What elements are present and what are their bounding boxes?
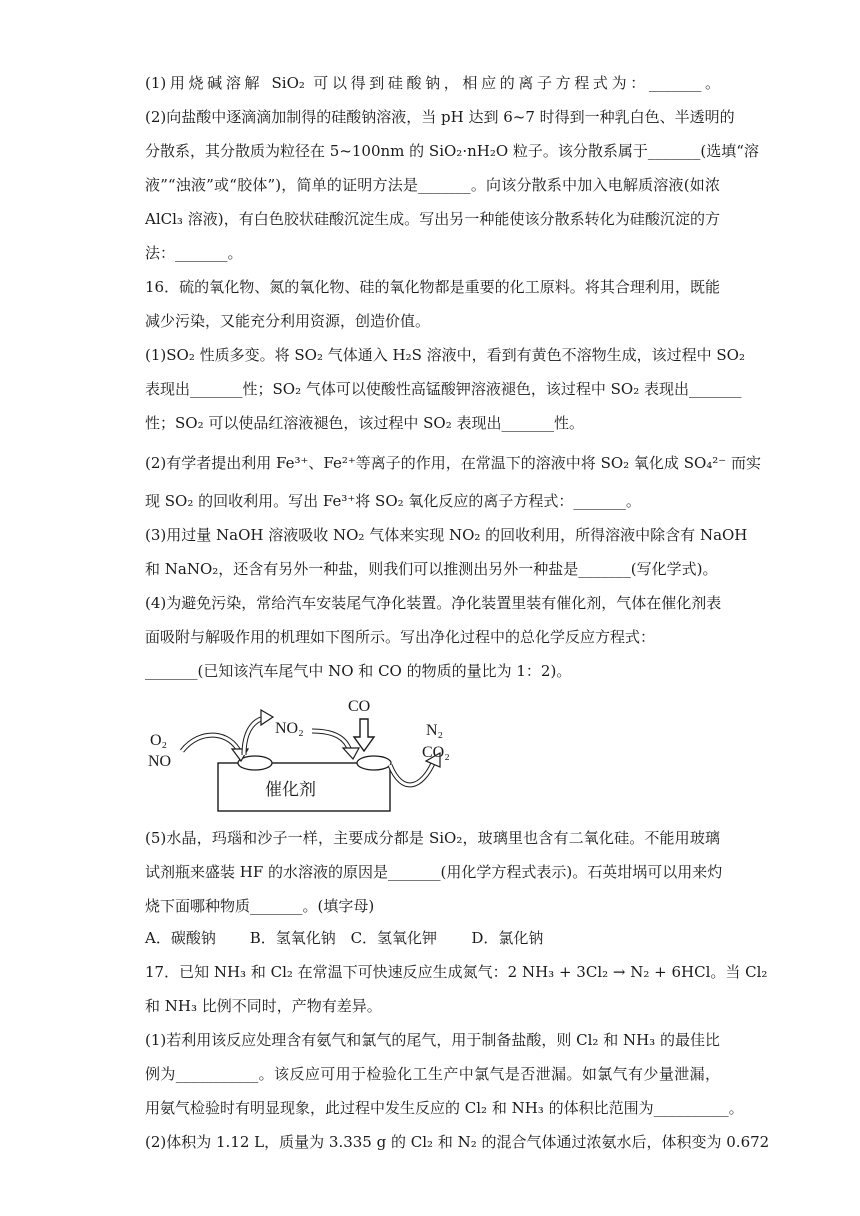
text-line: 现 SO₂ 的回收利用。写出 Fe³⁺将 SO₂ 氧化反应的离子方程式：_______。: [145, 492, 641, 510]
text-line: AlCl₃ 溶液)，有白色胶状硅酸沉淀生成。写出另一种能使该分散系转化为硅酸沉淀的方: [145, 210, 720, 228]
no2-label: NO₂: [275, 720, 304, 737]
arrow-head-icon: [261, 710, 273, 725]
text-line: 试剂瓶来盛装 HF 的水溶液的原因是_______(用化学方程式表示)。石英坩埚可以用来灼: [145, 863, 723, 881]
text-line: 和 NH₃ 比例不同时，产物有差异。: [145, 997, 382, 1015]
adsorption-site-right: [357, 756, 391, 770]
text-line: (1)SO₂ 性质多变。将 SO₂ 气体通入 H₂S 溶液中，看到有黄色不溶物生成，该过程中 SO₂: [145, 346, 745, 364]
text-line: 和 NaNO₂，还含有另外一种盐，则我们可以推测出另外一种盐是_______(写化学式)。: [145, 560, 718, 578]
left-gas-o2: O₂: [150, 732, 168, 749]
text-line: 性；SO₂ 可以使品红溶液褪色，该过程中 SO₂ 表现出_______性。: [145, 414, 584, 432]
text-line: (1)用烧碱溶解 SiO₂ 可以得到硅酸钠，相应的离子方程式为：_______。: [145, 74, 720, 92]
option-d: D．氯化钠: [471, 929, 544, 947]
left-gas-no: NO: [148, 753, 172, 770]
text-line: (4)为避免污染，常给汽车安装尾气净化装置。净化装置里装有催化剂，气体在催化剂表: [145, 594, 722, 612]
text-line: 法：_______。: [145, 244, 243, 262]
question-17-stem: 17．已知 NH₃ 和 Cl₂ 在常温下可快速反应生成氮气：2 NH₃ + 3Cl₂ → N₂ + 6HCl。当 Cl₂: [145, 963, 768, 981]
option-a: A．碳酸钠: [145, 929, 216, 947]
text-line: 面吸附与解吸作用的机理如下图所示。写出净化过程中的总化学反应方程式：: [145, 628, 656, 646]
text-line: (2)体积为 1.12 L，质量为 3.335 g 的 Cl₂ 和 N₂ 的混合气体通过浓氨水后，体积变为 0.672: [145, 1133, 770, 1151]
text-line: (2)向盐酸中逐滴滴加制得的硅酸钠溶液，当 pH 达到 6~7 时得到一种乳白色、半透明的: [145, 108, 735, 126]
arrow-co-down-icon: [354, 719, 374, 751]
arrow-head-icon: [343, 748, 359, 759]
text-line: _______(已知该汽车尾气中 NO 和 CO 的物质的量比为 1：2)。: [145, 662, 572, 680]
text-line: (2)有学者提出利用 Fe³⁺、Fe²⁺等离子的作用，在常温下的溶液中将 SO₂ 氧化成 SO₄²⁻ 而实: [145, 454, 761, 472]
text-line: 分散系，其分散质为粒径在 5~100nm 的 SiO₂·nH₂O 粒子。该分散系属于_______(选填“溶: [145, 142, 759, 160]
option-b: B．氢氧化钠: [249, 929, 336, 947]
product-n2: N₂: [426, 722, 444, 739]
text-line: 液”“浊液”或“胶体”)，简单的证明方法是_______。向该分散系中加入电解质溶液(如浓: [145, 176, 720, 194]
question-16-stem: 16．硫的氧化物、氮的氧化物、硅的氧化物都是重要的化工原料。将其合理利用，既能: [145, 278, 720, 296]
text-line: 用氨气检验时有明显现象，此过程中发生反应的 Cl₂ 和 NH₃ 的体积比范围为__________。: [145, 1099, 744, 1117]
text-line: 例为___________。该反应可用于检验化工生产中氯气是否泄漏。如氯气有少量泄漏，: [145, 1065, 720, 1083]
catalyst-mechanism-diagram: [140, 693, 480, 818]
text-line: (3)用过量 NaOH 溶液吸收 NO₂ 气体来实现 NO₂ 的回收利用，所得溶液中除含有 NaOH: [145, 526, 748, 544]
answer-options: [145, 928, 720, 948]
option-c: C．氢氧化钾: [350, 929, 438, 947]
text-line: 减少污染，又能充分利用资源，创造价值。: [145, 312, 431, 330]
co-label: CO: [348, 698, 371, 715]
text-line: 烧下面哪种物质_______。(填字母): [145, 897, 375, 915]
catalyst-label: 催化剂: [265, 780, 316, 800]
text-line: 表现出_______性；SO₂ 气体可以使酸性高锰酸钾溶液褪色，该过程中 SO₂ 表现出_______: [145, 380, 742, 398]
text-line: (1)若利用该反应处理含有氨气和氯气的尾气，用于制备盐酸，则 Cl₂ 和 NH₃ 的最佳比: [145, 1031, 720, 1049]
text-line: (5)水晶，玛瑙和沙子一样，主要成分都是 SiO₂，玻璃里也含有二氧化硅。不能用玻璃: [145, 829, 720, 847]
product-co2: CO₂: [422, 744, 450, 761]
